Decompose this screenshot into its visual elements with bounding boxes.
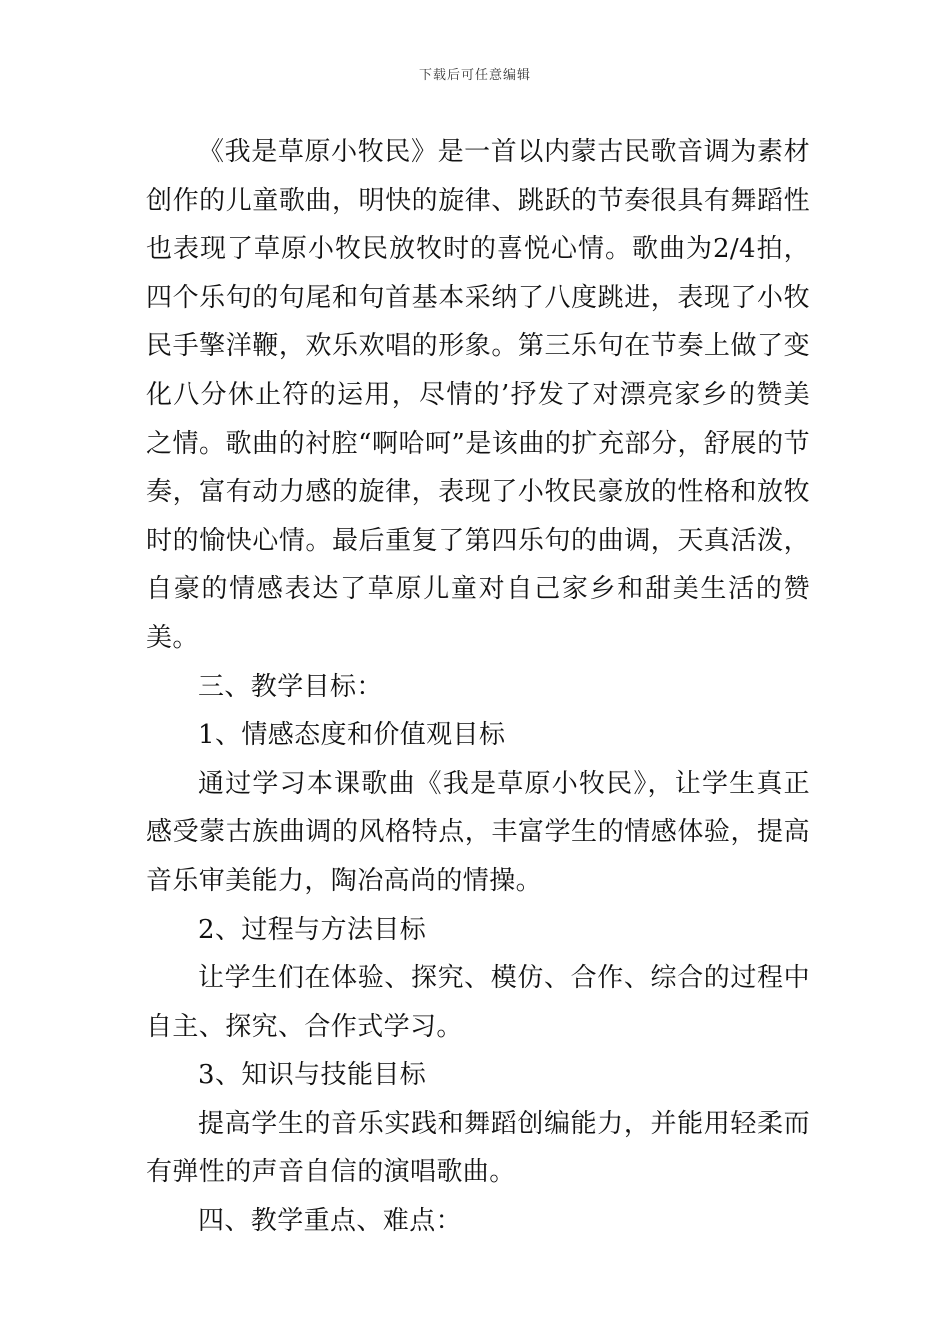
goal-heading-emotion: 1、情感态度和价值观目标 (198, 720, 506, 751)
document-body (146, 128, 810, 1246)
goal-paragraph-emotion: 通过学习本课歌曲《我是草原小牧民》，让学生真正感受蒙古族曲调的风格特点，丰富学生的情感体验，提高音乐审美能力，陶冶高尚的情操。 (146, 768, 810, 896)
intro-paragraph: 《我是草原小牧民》是一首以内蒙古民歌音调为素材创作的儿童歌曲，明快的旋律、跳跃的节奏很具有舞蹈性也表现了草原小牧民放牧时的喜悦心情。歌曲为2/4拍，四个乐句的句尾和句首基本采纳了八度跳进，表现了小牧民手擎洋鞭，欢乐欢唱的形象。第三乐句在节奏上做了变化八分休止符的运用，尽情的’抒发了对漂亮家乡的赞美之情。歌曲的衬腔“啊哈呵”是该曲的扩充部分，舒展的节奏，富有动力感的旋律，表现了小牧民豪放的性格和放牧时的愉快心情。最后重复了第四乐句的曲调，天真活泼，自豪的情感表达了草原儿童对自己家乡和甜美生活的赞美。 (146, 137, 810, 653)
goal-paragraph-process: 让学生们在体验、探究、模仿、合作、综合的过程中自主、探究、合作式学习。 (146, 963, 810, 1042)
page-header-note: 下载后可任意编辑 (418, 68, 531, 83)
goal-paragraph-skills: 提高学生的音乐实践和舞蹈创编能力，并能用轻柔而有弹性的声音自信的演唱歌曲。 (146, 1108, 810, 1188)
section-heading-key-points: 四、教学重点、难点： (198, 1206, 463, 1237)
section-heading-teaching-goals: 三、教学目标： (198, 671, 383, 702)
goal-heading-process: 2、过程与方法目标 (198, 914, 427, 945)
goal-heading-skills: 3、知识与技能目标 (198, 1060, 427, 1091)
